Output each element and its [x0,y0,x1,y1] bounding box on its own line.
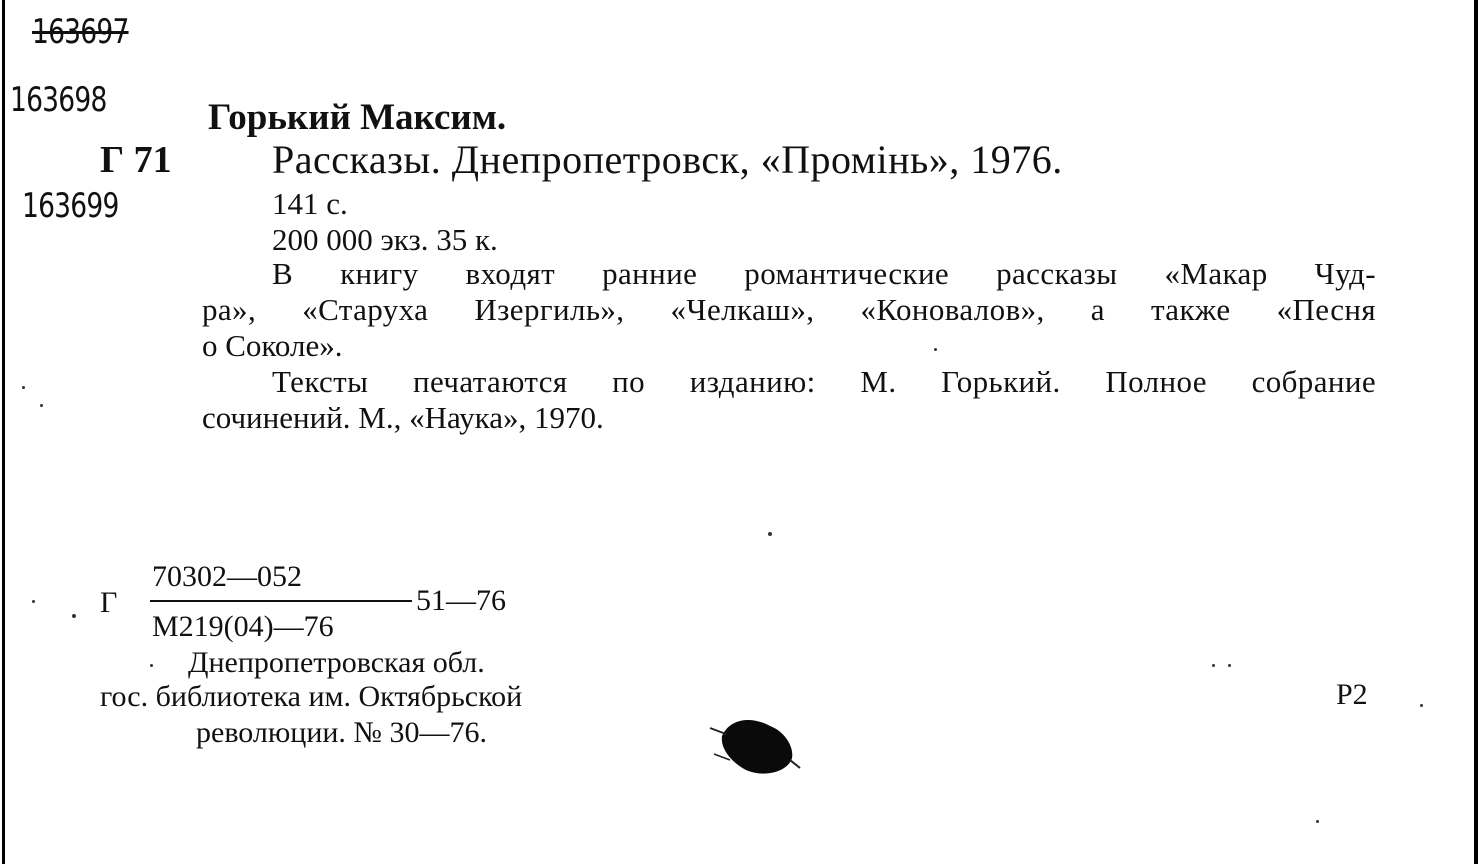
card-left-edge [2,0,5,864]
inventory-number-2: 163698 [10,80,107,120]
source-line-1: Тексты печатаются по изданию: М. Горький. Полное собрание [272,364,1376,399]
speck [150,664,153,667]
speck [1212,664,1215,667]
library-line-1: Днепропетровская обл. [188,646,485,679]
source-note [202,364,1376,436]
speck [22,386,25,389]
edition-price: 200 000 экз. 35 к. [272,222,498,257]
speck [72,614,76,618]
index-denominator: М219(04)—76 [152,610,334,643]
library-line-3: революции. № 30—76. [196,716,488,749]
card-right-edge [1474,0,1478,864]
pages-count: 141 с. [272,186,348,221]
index-numerator: 70302—052 [152,560,302,593]
annotation [202,256,1376,364]
speck [1316,820,1319,823]
speck [768,532,772,536]
ink-blot [700,698,810,788]
annotation-line-1: В книгу входят ранние романтические рассказы «Макар Чуд- [272,256,1376,291]
annotation-line-3: о Соколе». [202,328,343,363]
speck [1420,704,1423,707]
library-line-2: гос. библиотека им. Октябрьской [100,680,523,713]
inventory-number-struck: 163697 [32,12,129,52]
speck [32,600,35,603]
source-line-2: сочинений. М., «Наука», 1970. [202,400,604,435]
fraction-bar [150,600,412,602]
index-suffix: 51—76 [416,584,506,617]
speck [934,348,937,351]
shelf-code: Г 71 [100,139,172,181]
speck [1228,664,1231,667]
index-letter: Г [100,586,118,619]
speck [40,404,43,407]
title-line: Рассказы. Днепропетровск, «Промінь», 1976. [272,137,1063,182]
inventory-number-3: 163699 [22,186,119,226]
corner-code: Р2 [1336,678,1368,711]
annotation-line-2: ра», «Старуха Изергиль», «Челкаш», «Коновалов», а также «Песня [202,292,1376,327]
author-heading: Горький Максим. [208,97,507,138]
